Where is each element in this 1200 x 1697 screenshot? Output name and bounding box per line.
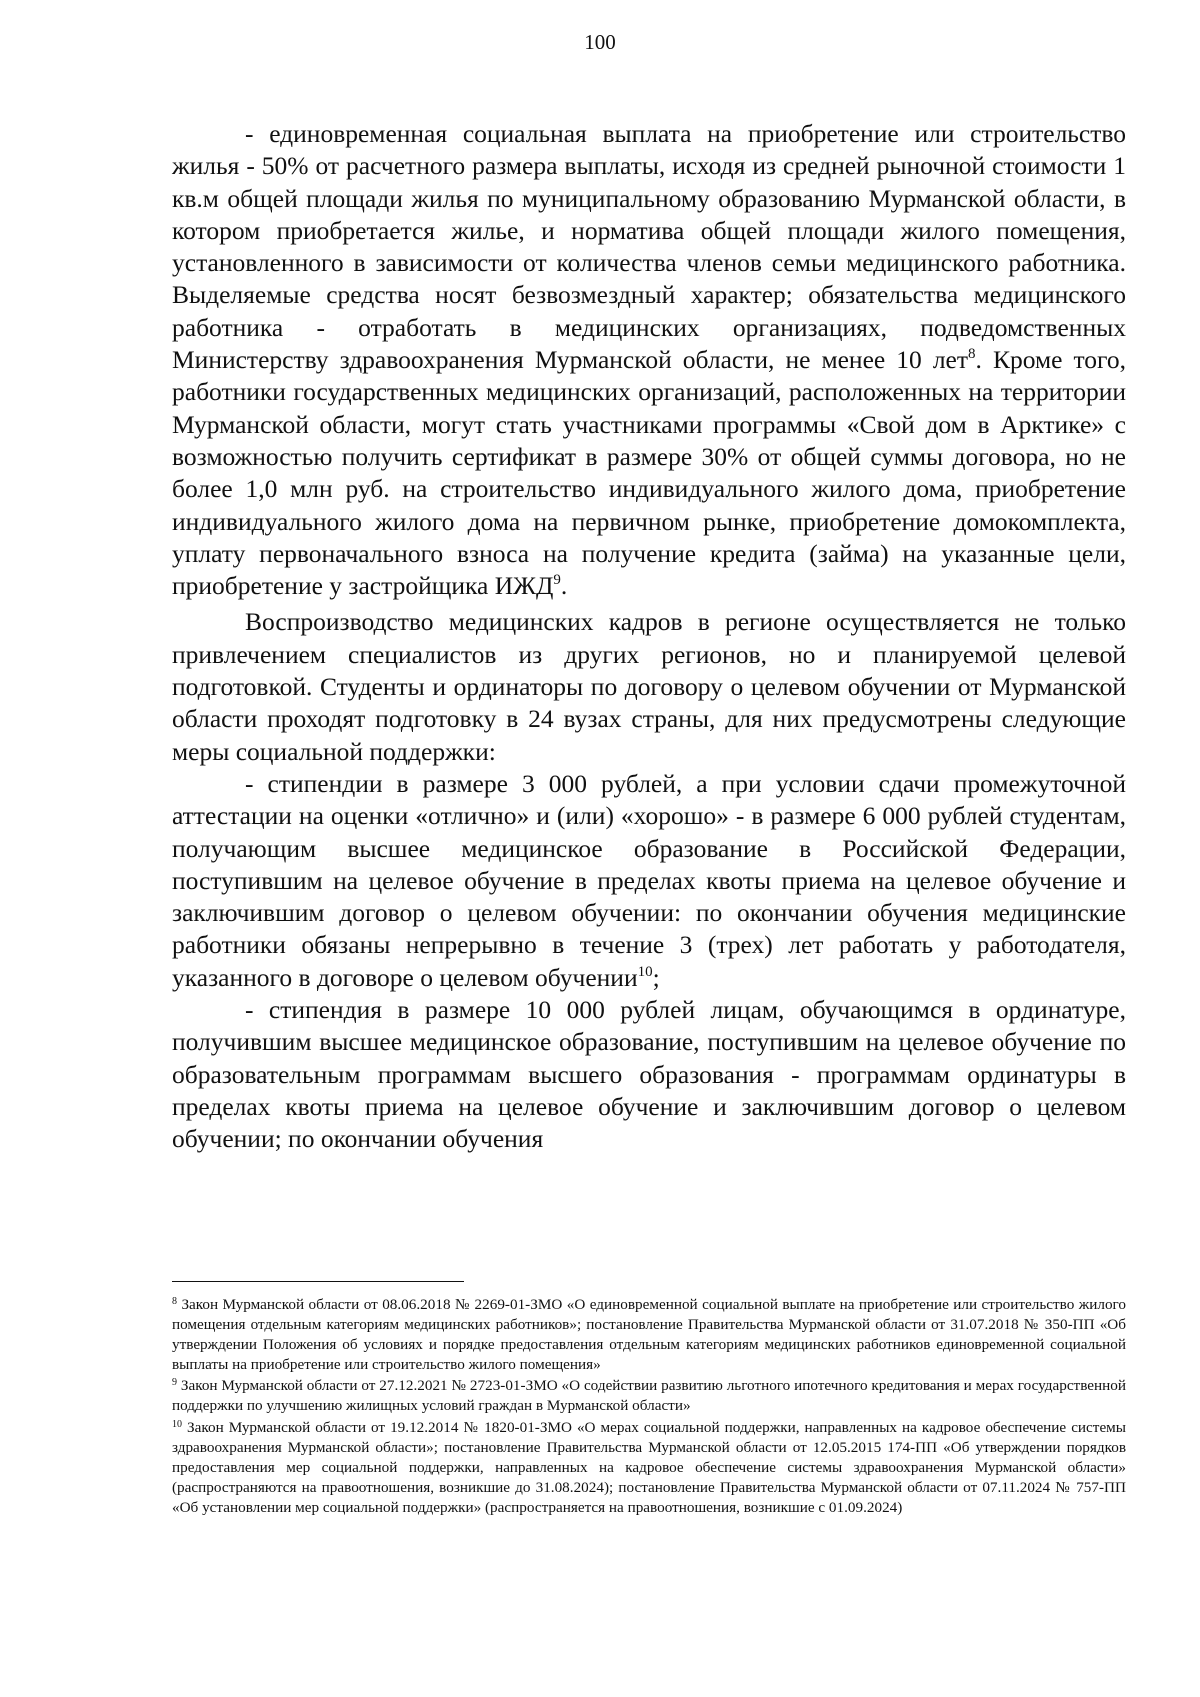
footnote-8 — [172, 1295, 1126, 1375]
footnote-10 — [172, 1418, 1126, 1518]
footnote-10-text: Закон Мурманской области от 19.12.2014 № 1820-01-ЗМО «О мерах социальной поддержки, направленных на кадровое обеспечение системы здравоохранения Мурманской области»; постановление Правительства Мурманской области от 12.05.2015 174-ПП «Об утверждении порядков предоставления мер социальной поддержки, направленных на кадровое обеспечение системы здравоохранения Мурманской области» (распространяются на правоотношения, возникшие до 31.08.2024); постановление Правительства Мурманской области от 07.11.2024 № 757-ПП «Об установлении мер социальной поддержки» (распространяется на правоотношения, возникшие с 01.09.2024) — [172, 1418, 1126, 1516]
page-number: 100 — [584, 30, 616, 54]
footnote-9-number: 9 — [172, 1377, 177, 1389]
footnote-8-number: 8 — [172, 1296, 177, 1307]
footnotes — [172, 1295, 1126, 1519]
student-stipend-text: - стипендии в размере 3 000 рублей, а при условии сдачи промежуточной аттестации на оценки «отлично» и (или) «хорошо» - в размере 6 000 рублей студентам, получающим высшее медицинское образование в Российской Федерации, поступившим на целевое обучение в пределах квоты приема на целевое обучение и заключившим договор о целевом обучении: по окончании обучения медицинские работники обязаны непрерывно в течение 3 (трех) лет работать у работодателя, указанного в договоре о целевом обучении — [172, 768, 1126, 992]
resident-stipend-text: - стипендия в размере 10 000 рублей лицам, обучающимся в ординатуре, получившим высшее медицинское образование, поступившим на целевое обучение по образовательным программам высшего образования - программам ординатуры в пределах квоты приема на целевое обучение и заключившим договор о целевом обучении; по окончании обучения — [172, 995, 1126, 1154]
footnote-8-text: Закон Мурманской области от 08.06.2018 № 2269-01-ЗМО «О единовременной социальной выплате на приобретение или строительство жилого помещения отдельным категориям медицинских работников»; постановление Правительства Мурманской области от 31.07.2018 № 350-ПП «Об утверждении Положения об условиях и порядке предоставления отдельным категориям медицинских работников единовременной социальной выплаты на приобретение или строительство жилого помещения» — [172, 1296, 1126, 1374]
footnote-ref-9[interactable]: 9 — [553, 572, 561, 589]
footnote-9-text: Закон Мурманской области от 27.12.2021 № 2723-01-ЗМО «О содействии развитию льготного ипотечного кредитования и мерах государственной поддержки по улучшению жилищных условий граждан в Мурманской области» — [172, 1377, 1126, 1415]
footnote-ref-8[interactable]: 8 — [968, 346, 976, 363]
paragraph-resident-stipend — [172, 994, 1126, 1155]
housing-payment-text-continued: . Кроме того, работники государственных медицинских организаций, расположенных на территории Мурманской области, могут стать участниками программы «Свой дом в Арктике» с возможностью получить сертификат в размере 30% от общей суммы договора, но не более 1,0 млн руб. на строительство индивидуального жилого дома, приобретение индивидуального жилого дома на первичном рынке, приобретение домокомплекта, уплату первоначального взноса на получение кредита (займа) на указанные цели, приобретение у застройщика ИЖД — [172, 345, 1127, 601]
body-text — [172, 118, 1126, 1160]
paragraph-housing-payment — [172, 118, 1126, 602]
paragraph-staff-reproduction — [172, 606, 1126, 767]
footnote-9 — [172, 1376, 1126, 1416]
housing-payment-text: - единовременная социальная выплата на приобретение или строительство жилья - 50% от расчетного размера выплаты, исходя из средней рыночной стоимости 1 кв.м общей площади жилья по муниципальному образованию Мурманской области, в котором приобретается жилье, и норматива общей площади жилого помещения, установленного в зависимости от количества членов семьи медицинского работника. Выделяемые средства носят безвозмездный характер; обязательства медицинского работника - отработать в медицинских организациях, подведомственных Министерству здравоохранения Мурманской области, не менее 10 лет — [172, 119, 1126, 375]
paragraph-student-stipend — [172, 768, 1126, 994]
footnote-ref-10[interactable]: 10 — [637, 963, 653, 980]
staff-reproduction-text: Воспроизводство медицинских кадров в регионе осуществляется не только привлечением специалистов из других регионов, но и планируемой целевой подготовкой. Студенты и ординаторы по договору о целевом обучении от Мурманской области проходят подготовку в 24 вузах страны, для них предусмотрены следующие меры социальной поддержки: — [172, 607, 1126, 766]
housing-payment-end: . — [560, 571, 568, 601]
footnote-10-number: 10 — [172, 1418, 182, 1430]
student-stipend-end: ; — [652, 962, 660, 992]
footnote-separator — [172, 1281, 464, 1282]
